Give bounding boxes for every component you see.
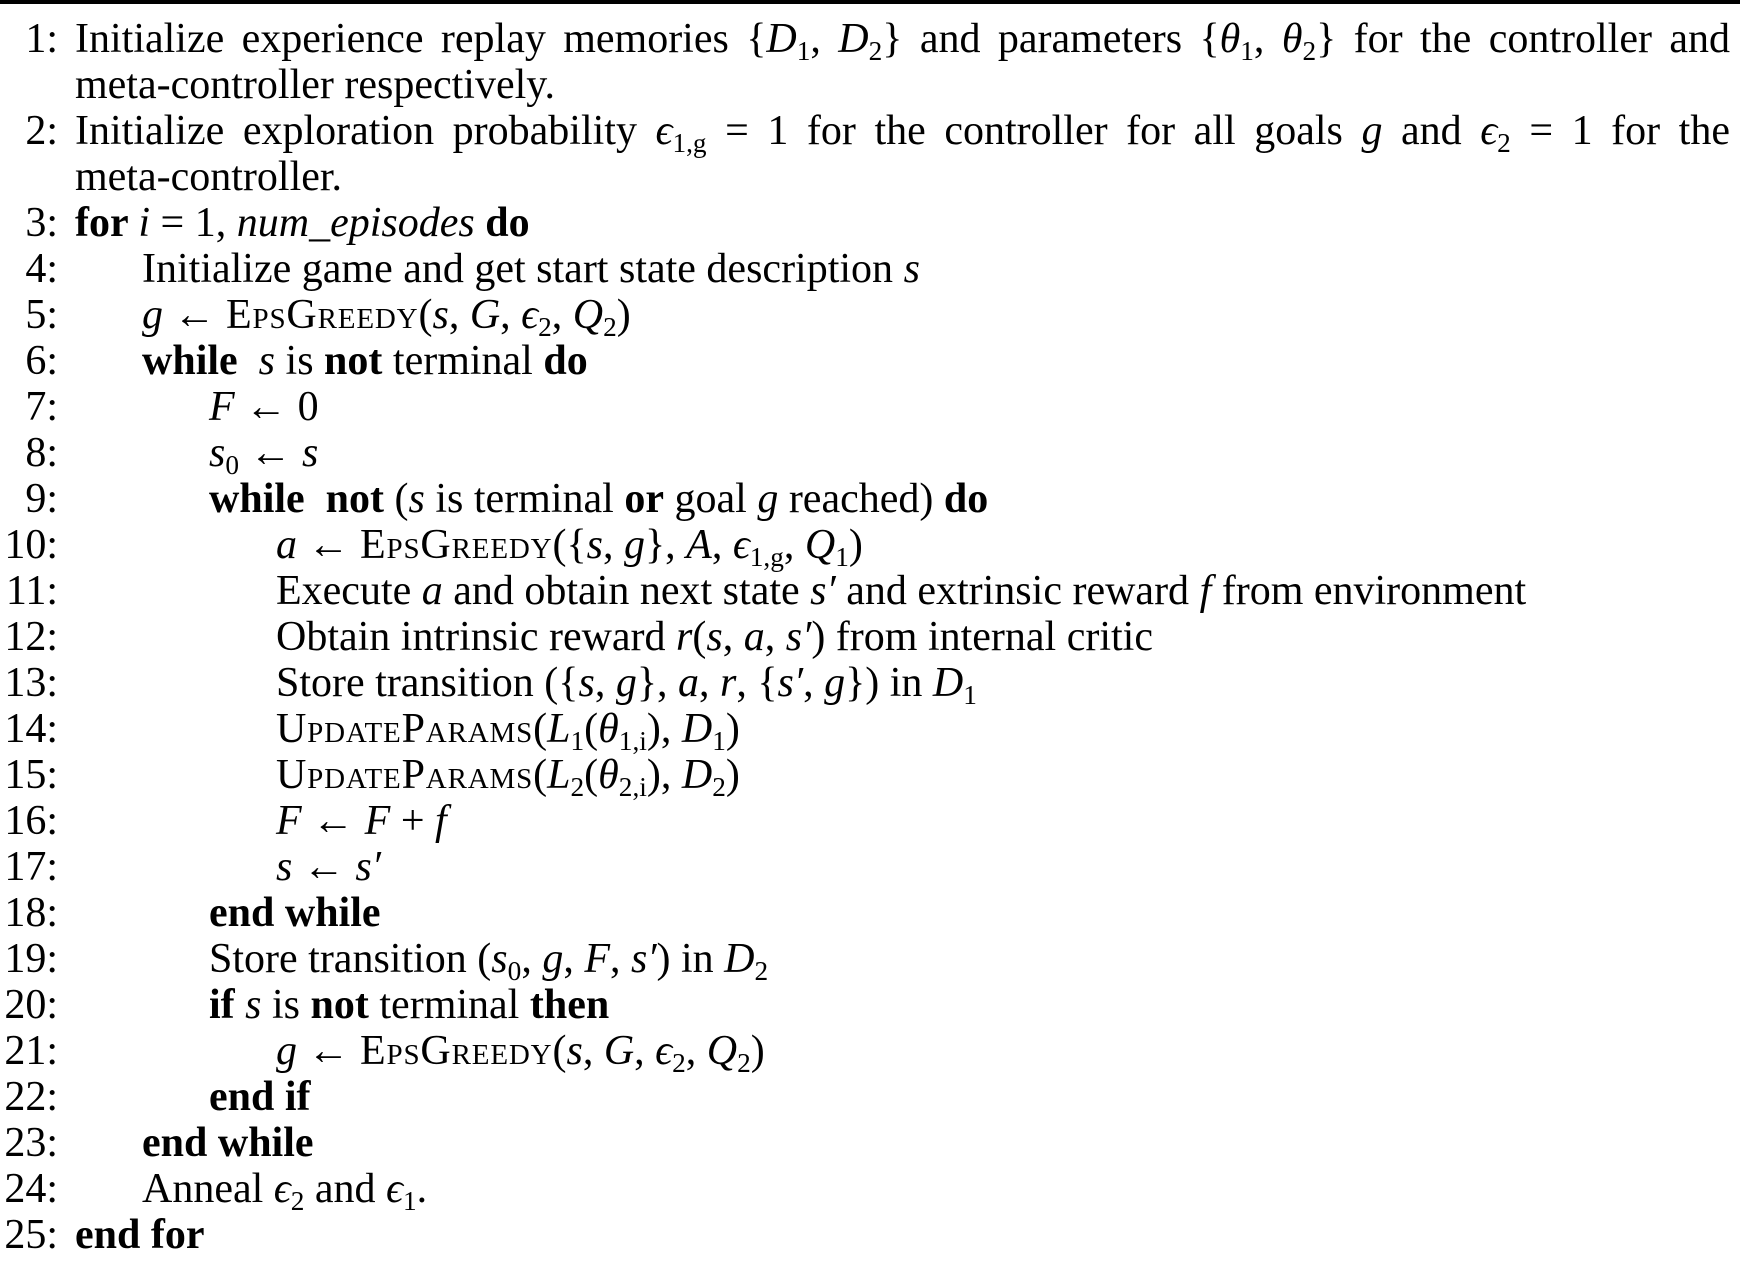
segment-sub: 2 xyxy=(737,1048,751,1079)
line-number: 5: xyxy=(25,292,58,338)
segment-t: ({ xyxy=(552,522,587,568)
segment-t: ( xyxy=(692,614,707,660)
segment-t: , xyxy=(698,660,720,706)
line-number: 19: xyxy=(4,936,58,982)
segment-sub: 1,g xyxy=(672,128,707,159)
line-content xyxy=(58,568,1740,614)
segment-t: ( xyxy=(418,292,433,338)
segment-i: s xyxy=(209,430,226,476)
line-content xyxy=(58,384,1740,430)
segment-i: ϵ xyxy=(655,108,673,154)
segment-t: , xyxy=(634,1028,656,1074)
segment-sub: 1 xyxy=(796,36,811,67)
segment-t: , xyxy=(783,522,805,568)
segment-cal: L xyxy=(547,706,571,752)
line-number: 16: xyxy=(4,798,58,844)
line-number: 8: xyxy=(25,430,58,476)
algorithm-line xyxy=(0,844,1740,890)
segment-i: s′ xyxy=(355,844,381,890)
segment-b: or xyxy=(624,476,664,522)
segment-i: r xyxy=(676,614,693,660)
segment-sc: EpsGreedy xyxy=(360,522,553,568)
segment-cal: D xyxy=(681,706,713,752)
segment-i: s′ xyxy=(630,936,657,982)
segment-i: F xyxy=(209,384,235,430)
line-number: 18: xyxy=(4,890,58,936)
segment-t: , xyxy=(448,292,470,338)
algorithm-line xyxy=(0,154,1740,200)
segment-i: s xyxy=(245,982,262,1028)
segment-i: s xyxy=(491,936,508,982)
segment-i: s xyxy=(258,338,276,384)
segment-cal: D xyxy=(932,660,964,706)
segment-cal: A xyxy=(686,522,712,568)
algorithm-line xyxy=(0,522,1740,573)
segment-t: } for the controller and xyxy=(1316,16,1730,62)
line-number: 4: xyxy=(25,246,58,292)
line-number: 20: xyxy=(4,982,58,1028)
segment-t: , xyxy=(602,522,624,568)
line-number: 24: xyxy=(4,1166,58,1212)
line-content xyxy=(58,1212,1740,1258)
algorithm-line xyxy=(0,108,1740,159)
line-number: 23: xyxy=(4,1120,58,1166)
algorithm-line xyxy=(0,1212,1740,1258)
segment-t: Initialize game and get start state description xyxy=(142,246,904,292)
segment-i: s xyxy=(432,292,449,338)
segment-t: , xyxy=(722,614,744,660)
segment-i: s′ xyxy=(810,568,836,614)
segment-t: terminal xyxy=(382,338,544,384)
segment-t: goal xyxy=(664,476,758,522)
segment-i: a xyxy=(743,614,765,660)
line-content xyxy=(58,338,1740,384)
segment-t: and xyxy=(304,1166,387,1212)
segment-b: for xyxy=(75,200,139,246)
segment-t: Anneal xyxy=(142,1166,274,1212)
segment-b: end while xyxy=(142,1120,314,1166)
segment-sc: UpdateParams xyxy=(276,706,534,752)
algorithm-line xyxy=(0,292,1740,343)
algorithm-line xyxy=(0,936,1740,987)
segment-sub: 2 xyxy=(570,772,585,803)
segment-i: a xyxy=(677,660,699,706)
segment-t: Store transition ({ xyxy=(276,660,579,706)
line-number: 14: xyxy=(4,706,58,752)
segment-t: and extrinsic reward xyxy=(835,568,1200,614)
segment-t: meta-controller respectively. xyxy=(75,62,556,108)
segment-i: g xyxy=(623,522,645,568)
segment-sub: 2 xyxy=(754,956,769,987)
algorithm-line xyxy=(0,430,1740,481)
segment-i: s′ xyxy=(785,614,812,660)
segment-b: do xyxy=(943,476,989,522)
segment-b: end for xyxy=(75,1212,205,1258)
line-content xyxy=(58,476,1740,522)
segment-sub: 2 xyxy=(868,36,883,67)
segment-i: ϵ xyxy=(273,1166,291,1212)
segment-i: ϵ xyxy=(732,522,750,568)
segment-t: } and parameters { xyxy=(882,16,1220,62)
line-content xyxy=(58,1074,1740,1120)
algorithm-line xyxy=(0,660,1740,711)
algorithm-line xyxy=(0,1120,1740,1166)
line-content xyxy=(58,292,1740,343)
segment-sub: 1 xyxy=(963,680,977,711)
line-content xyxy=(58,430,1740,481)
segment-t: , xyxy=(551,292,573,338)
segment-t: , xyxy=(764,614,786,660)
line-content xyxy=(58,936,1740,987)
segment-t: ) xyxy=(616,292,631,338)
segment-sub: 2 xyxy=(538,312,552,343)
segment-i: s′ xyxy=(777,660,804,706)
algorithm-line xyxy=(0,568,1740,614)
segment-b: not xyxy=(324,338,383,384)
segment-t: Obtain intrinsic reward xyxy=(276,614,677,660)
segment-i: num_episodes xyxy=(236,200,475,246)
segment-t: = 1, xyxy=(150,200,237,246)
algorithm-line xyxy=(0,1074,1740,1120)
segment-t: , xyxy=(582,1028,604,1074)
algorithm-line xyxy=(0,200,1740,246)
segment-cal: D xyxy=(681,752,713,798)
segment-t: ( xyxy=(552,1028,567,1074)
segment-t: ← xyxy=(239,430,303,476)
segment-cal: D xyxy=(766,16,797,62)
segment-t: ) from internal critic xyxy=(811,614,1153,660)
line-number: 15: xyxy=(4,752,58,798)
segment-i: Q xyxy=(572,292,604,338)
segment-t: Initialize experience replay memories { xyxy=(75,16,767,62)
segment-t: , xyxy=(594,660,616,706)
segment-t: ← xyxy=(297,522,360,568)
segment-i: f xyxy=(435,798,447,844)
line-content xyxy=(58,890,1740,936)
segment-t: = 1 for the xyxy=(1510,108,1730,154)
segment-b: do xyxy=(543,338,588,384)
segment-t: ← 0 xyxy=(234,384,319,430)
segment-t: is terminal xyxy=(424,476,625,522)
segment-sc: EpsGreedy xyxy=(226,292,419,338)
segment-sub: 2 xyxy=(1497,128,1511,159)
segment-t: ) xyxy=(725,752,740,798)
segment-sub: 0 xyxy=(507,956,522,987)
segment-t: , xyxy=(500,292,522,338)
segment-cal: L xyxy=(547,752,571,798)
algorithm-line xyxy=(0,1028,1740,1079)
segment-cal: D xyxy=(838,16,869,62)
segment-t: ) in xyxy=(656,936,725,982)
segment-i: g xyxy=(542,936,564,982)
segment-t: , xyxy=(711,522,733,568)
segment-i: Q xyxy=(804,522,836,568)
segment-t: reached) xyxy=(778,476,944,522)
segment-t: ( xyxy=(533,752,548,798)
segment-t: is xyxy=(261,982,311,1028)
line-content xyxy=(58,752,1740,803)
segment-i: Q xyxy=(706,1028,738,1074)
line-content xyxy=(58,246,1740,292)
segment-t: ← xyxy=(301,798,365,844)
segment-i: g xyxy=(615,660,637,706)
line-content xyxy=(58,200,1740,246)
line-content xyxy=(58,16,1740,67)
segment-sc: UpdateParams xyxy=(276,752,534,798)
line-number: 3: xyxy=(25,200,58,246)
segment-i: F xyxy=(364,798,391,844)
segment-t: ) xyxy=(848,522,863,568)
segment-i: g xyxy=(276,1028,297,1074)
segment-t: Execute xyxy=(276,568,422,614)
segment-i: s xyxy=(578,660,595,706)
segment-i: g xyxy=(757,476,779,522)
segment-i: θ xyxy=(1281,16,1303,62)
segment-t: }, xyxy=(636,660,678,706)
segment-t: }) in xyxy=(845,660,933,706)
algorithm-listing xyxy=(0,4,1740,1258)
segment-i: a xyxy=(421,568,443,614)
segment-i: s xyxy=(408,476,425,522)
segment-i: s xyxy=(566,1028,583,1074)
algorithm-line xyxy=(0,338,1740,384)
segment-t: ← xyxy=(163,292,226,338)
segment-sub: 2 xyxy=(672,1048,686,1079)
line-content xyxy=(58,660,1740,711)
line-number: 21: xyxy=(4,1028,58,1074)
segment-t: ( xyxy=(584,706,599,752)
segment-t: = 1 for the controller for all goals xyxy=(706,108,1362,154)
line-number xyxy=(0,154,58,200)
segment-b: not xyxy=(310,982,369,1028)
segment-t: terminal xyxy=(368,982,530,1028)
segment-i: g xyxy=(1361,108,1383,154)
line-number: 2: xyxy=(25,108,58,154)
segment-b: then xyxy=(529,982,610,1028)
segment-t: ← xyxy=(292,844,356,890)
line-content xyxy=(58,798,1740,844)
algorithm-line xyxy=(0,62,1740,108)
segment-t: , xyxy=(803,660,825,706)
segment-sub: 1 xyxy=(1240,36,1254,67)
segment-t: meta-controller. xyxy=(75,154,343,200)
segment-i: s xyxy=(586,522,603,568)
segment-i: g xyxy=(142,292,163,338)
segment-t: + xyxy=(390,798,435,844)
algorithm-line xyxy=(0,614,1740,660)
segment-sub: 1 xyxy=(402,1186,417,1217)
segment-t: and xyxy=(1382,108,1481,154)
line-number: 10: xyxy=(4,522,58,568)
line-number: 7: xyxy=(25,384,58,430)
segment-i: ϵ xyxy=(1480,108,1498,154)
line-content xyxy=(58,1028,1740,1079)
segment-t: ), xyxy=(646,752,682,798)
line-number: 11: xyxy=(5,568,58,614)
segment-t: , xyxy=(521,936,543,982)
segment-t: , xyxy=(609,936,631,982)
segment-t: and obtain next state xyxy=(442,568,811,614)
segment-i: s xyxy=(903,246,920,292)
segment-t: ) xyxy=(725,706,740,752)
algorithm-line xyxy=(0,890,1740,936)
line-content xyxy=(58,982,1740,1028)
segment-t: ), xyxy=(646,706,682,752)
line-number: 9: xyxy=(25,476,58,522)
segment-sub: 0 xyxy=(225,450,240,481)
segment-i: r xyxy=(719,660,737,706)
segment-sub: 2 xyxy=(1302,36,1317,67)
segment-i: θ xyxy=(1219,16,1241,62)
segment-i: θ xyxy=(598,706,619,752)
segment-t: is xyxy=(275,338,325,384)
algorithm-line xyxy=(0,706,1740,757)
segment-t: ← xyxy=(297,1028,360,1074)
segment-i: s xyxy=(706,614,723,660)
segment-i: s xyxy=(302,430,319,476)
segment-t: , xyxy=(810,16,839,62)
segment-b: while not xyxy=(209,476,385,522)
segment-b: do xyxy=(474,200,530,246)
segment-b: end while xyxy=(209,890,381,936)
segment-t: Store transition ( xyxy=(209,936,492,982)
segment-t: from environment xyxy=(1211,568,1527,614)
segment-sub: 1,i xyxy=(618,726,647,757)
line-number: 25: xyxy=(4,1212,58,1258)
line-content xyxy=(58,108,1740,159)
line-content xyxy=(58,844,1740,890)
segment-sub: 1,g xyxy=(749,542,784,573)
segment-i: θ xyxy=(598,752,619,798)
line-number: 17: xyxy=(4,844,58,890)
algorithm-line xyxy=(0,476,1740,522)
segment-cal: D xyxy=(724,936,755,982)
segment-t: }, xyxy=(644,522,687,568)
segment-t: , xyxy=(563,936,585,982)
segment-i: g xyxy=(824,660,846,706)
segment-t: ( xyxy=(384,476,409,522)
segment-sub: 2 xyxy=(290,1186,305,1217)
segment-b: end if xyxy=(209,1074,311,1120)
segment-i: f xyxy=(1199,568,1212,614)
segment-i: i xyxy=(138,200,151,246)
segment-t: . xyxy=(416,1166,428,1212)
algorithm-line xyxy=(0,798,1740,844)
segment-sub: 2 xyxy=(712,772,726,803)
segment-t: , { xyxy=(736,660,778,706)
segment-i: s xyxy=(276,844,293,890)
line-number xyxy=(0,62,58,108)
segment-sc: EpsGreedy xyxy=(360,1028,553,1074)
segment-i: ϵ xyxy=(655,1028,673,1074)
segment-t: Initialize exploration probability xyxy=(75,108,656,154)
algorithm-line xyxy=(0,16,1740,67)
segment-t: , xyxy=(1253,16,1282,62)
line-content xyxy=(58,1120,1740,1166)
line-number: 6: xyxy=(25,338,58,384)
segment-sub: 1 xyxy=(835,542,849,573)
algorithm-line xyxy=(0,1166,1740,1217)
segment-t: ( xyxy=(584,752,599,798)
line-number: 22: xyxy=(4,1074,58,1120)
line-number: 12: xyxy=(4,614,58,660)
line-number: 1: xyxy=(25,16,58,62)
segment-i: ϵ xyxy=(386,1166,403,1212)
segment-t: ) xyxy=(750,1028,765,1074)
algorithm-line xyxy=(0,246,1740,292)
line-content xyxy=(58,1166,1740,1217)
segment-b: if xyxy=(209,982,246,1028)
segment-sub: 1 xyxy=(570,726,585,757)
segment-t: , xyxy=(685,1028,707,1074)
algorithm-line xyxy=(0,384,1740,430)
segment-sub: 2 xyxy=(603,312,617,343)
algorithm-line xyxy=(0,752,1740,803)
line-content xyxy=(58,522,1740,573)
line-number: 13: xyxy=(4,660,58,706)
segment-i: a xyxy=(276,522,297,568)
segment-cal: G xyxy=(603,1028,635,1074)
line-content xyxy=(58,154,1740,200)
segment-t: ( xyxy=(533,706,548,752)
segment-i: F xyxy=(584,936,610,982)
segment-b: while xyxy=(142,338,259,384)
segment-i: F xyxy=(276,798,302,844)
algorithm-line xyxy=(0,982,1740,1028)
line-content xyxy=(58,62,1740,108)
line-content xyxy=(58,706,1740,757)
segment-sub: 1 xyxy=(712,726,726,757)
line-content xyxy=(58,614,1740,660)
segment-cal: G xyxy=(469,292,501,338)
segment-sub: 2,i xyxy=(618,772,647,803)
segment-i: ϵ xyxy=(521,292,539,338)
